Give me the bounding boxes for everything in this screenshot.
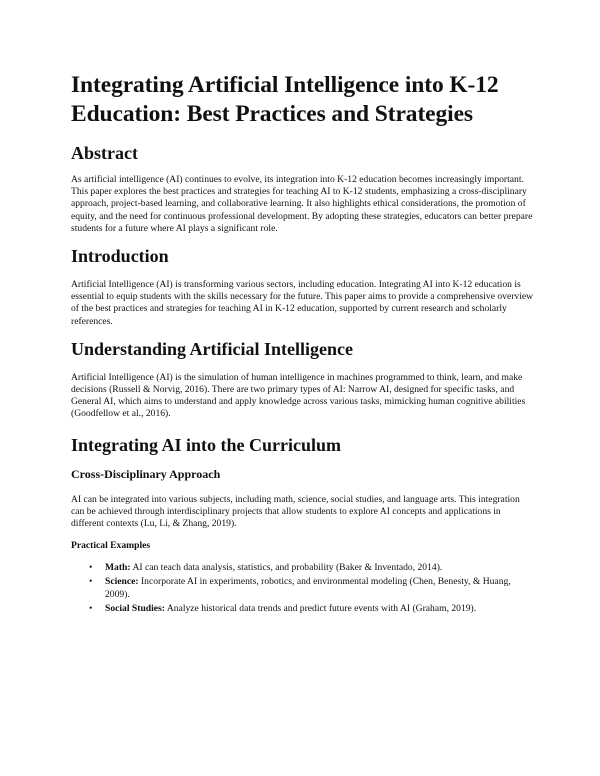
introduction-heading: Introduction: [71, 246, 169, 267]
bullet-icon: •: [89, 562, 93, 574]
curriculum-heading: Integrating AI into the Curriculum: [71, 434, 341, 455]
list-item-text: Analyze historical data trends and predict future events with AI (Graham, 2019).: [164, 602, 477, 614]
list-item-term: Math:: [105, 562, 131, 574]
list-item-text: AI can teach data analysis, statistics, and probability (Baker & Inventado, 2014).: [130, 562, 443, 574]
abstract-heading: Abstract: [71, 143, 138, 163]
document-page: [71, 0, 535, 617]
list-item: [71, 562, 535, 574]
bullet-icon: •: [89, 602, 93, 614]
bullet-icon: •: [89, 576, 93, 588]
list-item-term: Science:: [105, 576, 139, 588]
cross-disciplinary-body: AI can be integrated into various subjects, including math, science, social studies, and language arts. This integration can be achieved through interdisciplinary projects that allow students to explore AI concepts and applications in different contexts (Lu, Li, & Zhang, 2019).: [71, 493, 520, 530]
list-item: [71, 603, 535, 615]
paper-title: Integrating Artificial Intelligence into K-12 Education: Best Practices and Strategies: [71, 72, 499, 127]
list-item-text: Incorporate AI in experiments, robotics, and environmental modeling (Chen, Benesty, & Huang, 2009).: [105, 576, 511, 600]
abstract-body: As artificial intelligence (AI) continues to evolve, its integration into K-12 education becomes increasingly important. This paper explores the best practices and strategies for teaching AI to K-12 students, emphasizing a cross-disciplinary approach, project-based learning, and collaborative learning. It also highlights ethical considerations, the promotion of equity, and the need for continuous professional development. By adopting these strategies, educators can better prepare students for a future where AI plays a significant role.: [71, 174, 533, 234]
understanding-ai-heading: Understanding Artificial Intelligence: [71, 338, 353, 359]
understanding-ai-body: Artificial Intelligence (AI) is the simulation of human intelligence in machines programmed to think, learn, and make decisions (Russell & Norvig, 2016). There are two primary types of AI: Narrow AI, designed for specific tasks, and General AI, which aims to understand and apply knowledge across various tasks, mimicking human cognitive abilities (Goodfellow et al., 2016).: [71, 371, 526, 420]
practical-examples-heading: Practical Examples: [71, 540, 151, 552]
introduction-body: Artificial Intelligence (AI) is transforming various sectors, including education. Integrating AI into K-12 education is essential to equip students with the skills necessary for the future. This paper aims to provide a comprehensive overview of the best practices and strategies for teaching AI in K-12 education, supported by current research and scholarly references.: [71, 279, 534, 327]
practical-examples-list: [71, 562, 535, 615]
list-item: [71, 576, 535, 600]
list-item-term: Social Studies:: [105, 602, 165, 614]
cross-disciplinary-heading: Cross-Disciplinary Approach: [71, 466, 221, 481]
